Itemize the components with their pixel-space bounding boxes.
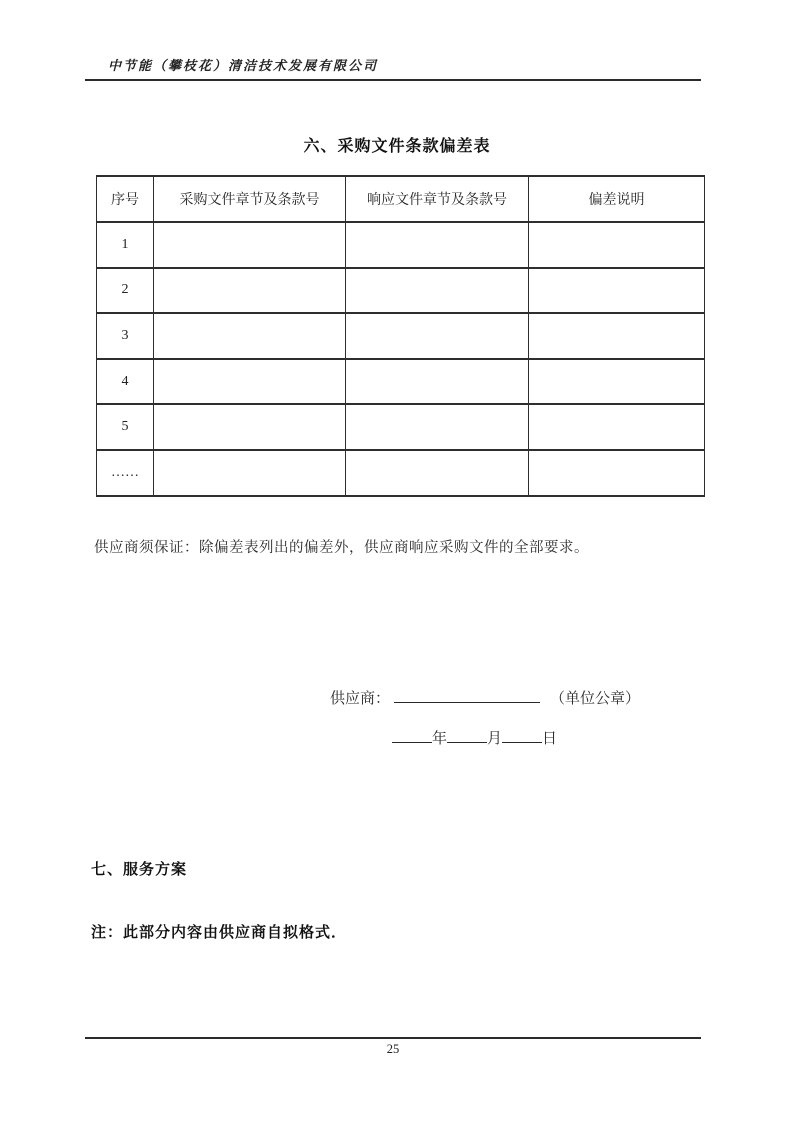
col-header-response-clause: 响应文件章节及条款号 — [346, 176, 529, 222]
month-fill-line — [447, 730, 487, 743]
footer-rule — [85, 1037, 701, 1039]
empty-cell — [529, 222, 705, 268]
supplier-fill-line — [394, 690, 540, 703]
page-footer — [85, 1037, 701, 1057]
row-index-cell: 3 — [97, 313, 154, 359]
table-header-row — [97, 176, 705, 222]
company-name: 中节能（攀枝花）清洁技术发展有限公司 — [108, 58, 379, 73]
empty-cell — [529, 404, 705, 450]
empty-cell — [346, 222, 529, 268]
empty-cell — [154, 268, 346, 314]
col-header-procurement-clause: 采购文件章节及条款号 — [154, 176, 346, 222]
empty-cell — [346, 450, 529, 496]
page-number: 25 — [386, 1042, 400, 1056]
empty-cell — [154, 404, 346, 450]
empty-cell — [154, 313, 346, 359]
section-six-title: 六、采购文件条款偏差表 — [303, 138, 491, 155]
row-index-cell: 2 — [97, 268, 154, 314]
empty-cell — [346, 268, 529, 314]
empty-cell — [529, 268, 705, 314]
row-index-cell: 5 — [97, 404, 154, 450]
empty-cell — [529, 313, 705, 359]
guarantee-text: 供应商须保证：除偏差表列出的偏差外，供应商响应采购文件的全部要求。 — [94, 540, 589, 556]
month-label: 月 — [487, 731, 503, 747]
day-label: 日 — [542, 731, 558, 747]
deviation-table — [96, 175, 705, 497]
empty-cell — [154, 450, 346, 496]
empty-cell — [154, 359, 346, 405]
date-line — [392, 727, 557, 748]
supplier-signature-line — [330, 687, 640, 708]
supplier-label: 供应商： — [330, 691, 391, 707]
table-row — [97, 313, 705, 359]
empty-cell — [529, 450, 705, 496]
page-header — [85, 55, 701, 81]
table-row — [97, 359, 705, 405]
row-index-cell: …… — [97, 450, 154, 496]
year-fill-line — [392, 730, 432, 743]
row-index-cell: 1 — [97, 222, 154, 268]
table-row — [97, 450, 705, 496]
note-text: 注：此部分内容由供应商自拟格式． — [91, 924, 348, 941]
section-seven-title: 七、服务方案 — [91, 861, 188, 878]
empty-cell — [346, 404, 529, 450]
seal-label: （单位公章） — [550, 691, 641, 707]
table-row — [97, 404, 705, 450]
row-index-cell: 4 — [97, 359, 154, 405]
day-fill-line — [502, 730, 542, 743]
table-row — [97, 268, 705, 314]
col-header-index: 序号 — [97, 176, 154, 222]
empty-cell — [346, 359, 529, 405]
empty-cell — [154, 222, 346, 268]
empty-cell — [346, 313, 529, 359]
year-label: 年 — [432, 731, 448, 747]
col-header-deviation-note: 偏差说明 — [529, 176, 705, 222]
empty-cell — [529, 359, 705, 405]
table-row — [97, 222, 705, 268]
